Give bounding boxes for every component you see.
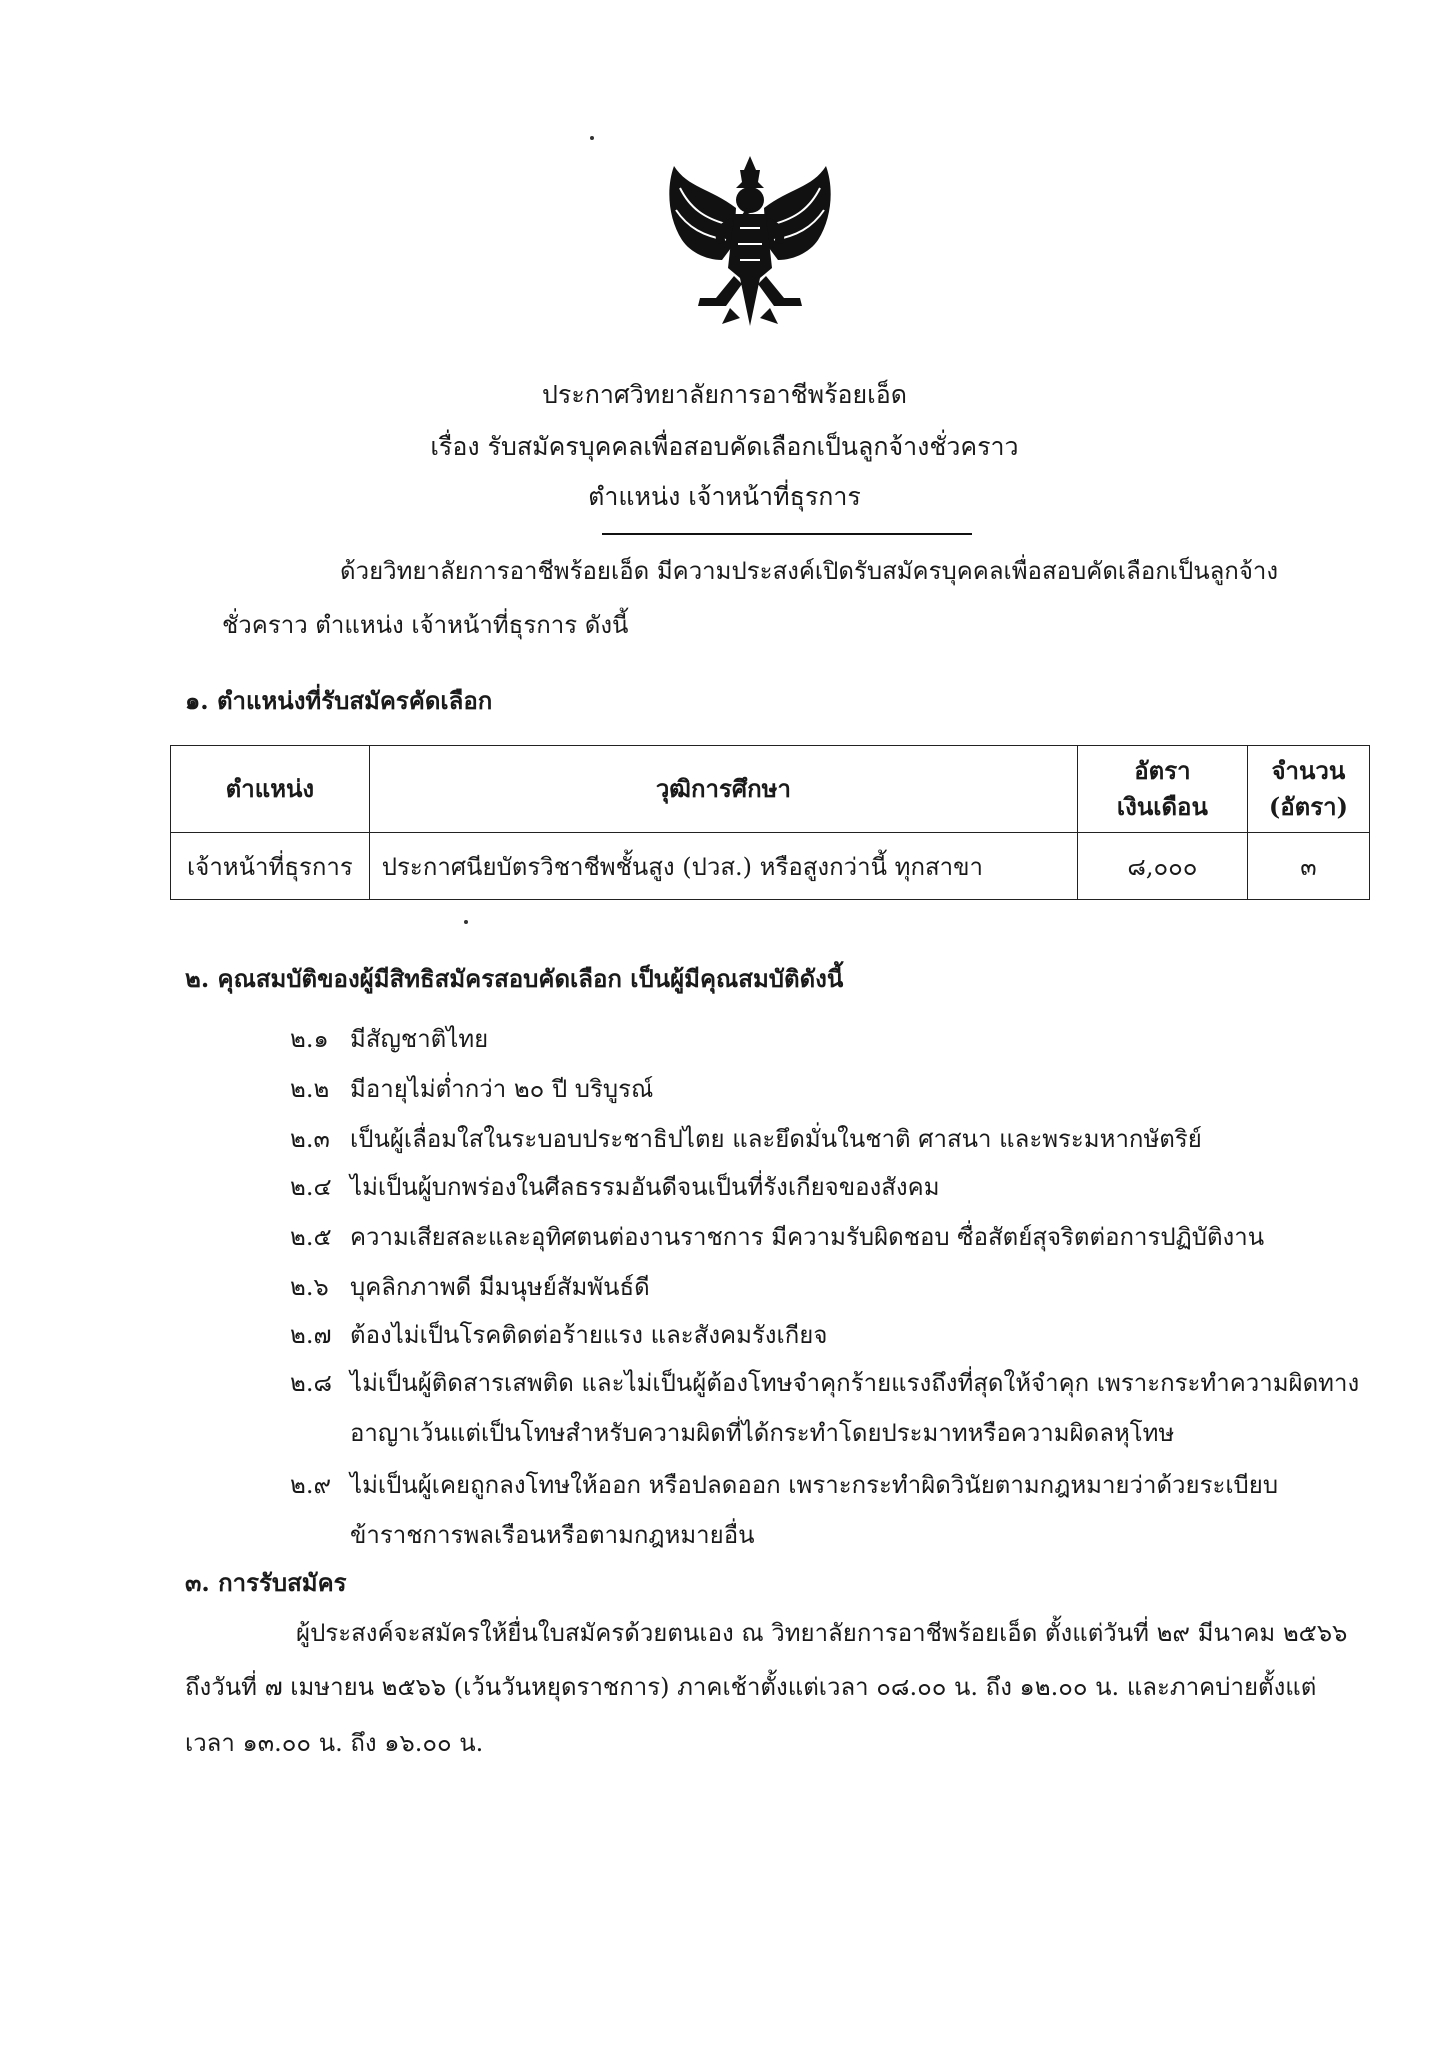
item-text-cont: ข้าราชการพลเรือนหรือตามกฎหมายอื่น [350,1521,755,1549]
position-table [170,745,1370,900]
item-text: ต้องไม่เป็นโรคติดต่อร้ายแรง และสังคมรังเกียจ [350,1321,828,1349]
table-row [171,833,1370,900]
col-position: ตำแหน่ง [171,746,370,833]
item-number: ๒.๑ [290,1025,329,1053]
col-salary-line2: เงินเดือน [1116,792,1208,821]
announcement-title: ประกาศวิทยาลัยการอาชีพร้อยเอ็ด [542,380,907,409]
section2-heading: ๒. คุณสมบัติของผู้มีสิทธิสมัครสอบคัดเลือก เป็นผู้มีคุณสมบัติดังนี้ [185,964,844,993]
table-header-row [171,746,1370,833]
item-text: ความเสียสละและอุทิศตนต่องานราชการ มีความรับผิดชอบ ซื่อสัตย์สุจริตต่อการปฏิบัติงาน [350,1223,1265,1251]
speck [464,920,468,924]
cell-education: ประกาศนียบัตรวิชาชีพชั้นสูง (ปวส.) หรือสูงกว่านี้ ทุกสาขา [369,833,1077,900]
item-number: ๒.๙ [290,1471,332,1499]
col-salary-line1: อัตรา [1134,756,1191,785]
item-number: ๒.๔ [290,1173,332,1201]
col-count-line2: (อัตรา) [1268,792,1348,821]
cell-position: เจ้าหน้าที่ธุรการ [171,833,370,900]
garuda-emblem-icon [660,148,840,338]
cell-count: ๓ [1247,833,1369,900]
intro-line-2: ชั่วคราว ตำแหน่ง เจ้าหน้าที่ธุรการ ดังนี้ [222,611,629,639]
item-number: ๒.๕ [290,1223,332,1251]
intro-line-1: ด้วยวิทยาลัยการอาชีพร้อยเอ็ด มีความประสงค์เปิดรับสมัครบุคคลเพื่อสอบคัดเลือกเป็นลูกจ้าง [340,557,1279,585]
item-number: ๒.๒ [290,1075,330,1103]
col-salary [1078,746,1248,833]
speck [590,136,594,140]
item-number: ๒.๓ [290,1125,330,1153]
section3-line-3: เวลา ๑๓.๐๐ น. ถึง ๑๖.๐๐ น. [185,1729,484,1757]
item-number: ๒.๖ [290,1273,329,1301]
item-text: ไม่เป็นผู้บกพร่องในศีลธรรมอันดีจนเป็นที่รังเกียจของสังคม [350,1173,940,1201]
item-number: ๒.๗ [290,1321,332,1349]
header-divider [602,533,972,535]
col-count-line1: จำนวน [1271,756,1346,785]
section1-heading: ๑. ตำแหน่งที่รับสมัครคัดเลือก [185,686,493,715]
announcement-subject: เรื่อง รับสมัครบุคคลเพื่อสอบคัดเลือกเป็นลูกจ้างชั่วคราว [430,432,1019,461]
section3-heading: ๓. การรับสมัคร [185,1568,347,1597]
item-text: บุคลิกภาพดี มีมนุษย์สัมพันธ์ดี [350,1273,650,1301]
item-text: เป็นผู้เลื่อมใสในระบอบประชาธิปไตย และยึดมั่นในชาติ ศาสนา และพระมหากษัตริย์ [350,1125,1202,1153]
section3-line-2: ถึงวันที่ ๗ เมษายน ๒๕๖๖ (เว้นวันหยุดราชการ) ภาคเช้าตั้งแต่เวลา ๐๘.๐๐ น. ถึง ๑๒.๐๐ น. และภาคบ่ายตั้งแต่ [185,1673,1317,1701]
section3-line-1: ผู้ประสงค์จะสมัครให้ยื่นใบสมัครด้วยตนเอง ณ วิทยาลัยการอาชีพร้อยเอ็ด ตั้งแต่วันที่ ๒๙ มีนาคม ๒๕๖๖ [296,1619,1348,1647]
col-education: วุฒิการศึกษา [369,746,1077,833]
item-text: ไม่เป็นผู้ติดสารเสพติด และไม่เป็นผู้ต้องโทษจำคุกร้ายแรงถึงที่สุดให้จำคุก เพราะกระทำความผิดทาง [350,1369,1360,1397]
item-text-cont: อาญาเว้นแต่เป็นโทษสำหรับความผิดที่ได้กระทำโดยประมาทหรือความผิดลหุโทษ [350,1419,1175,1447]
col-count [1247,746,1369,833]
cell-salary: ๘,๐๐๐ [1078,833,1248,900]
item-text: มีสัญชาติไทย [350,1025,489,1053]
item-text: มีอายุไม่ต่ำกว่า ๒๐ ปี บริบูรณ์ [350,1075,654,1103]
announcement-position: ตำแหน่ง เจ้าหน้าที่ธุรการ [588,482,861,511]
item-number: ๒.๘ [290,1369,332,1397]
item-text: ไม่เป็นผู้เคยถูกลงโทษให้ออก หรือปลดออก เพราะกระทำผิดวินัยตามกฎหมายว่าด้วยระเบียบ [350,1471,1279,1499]
